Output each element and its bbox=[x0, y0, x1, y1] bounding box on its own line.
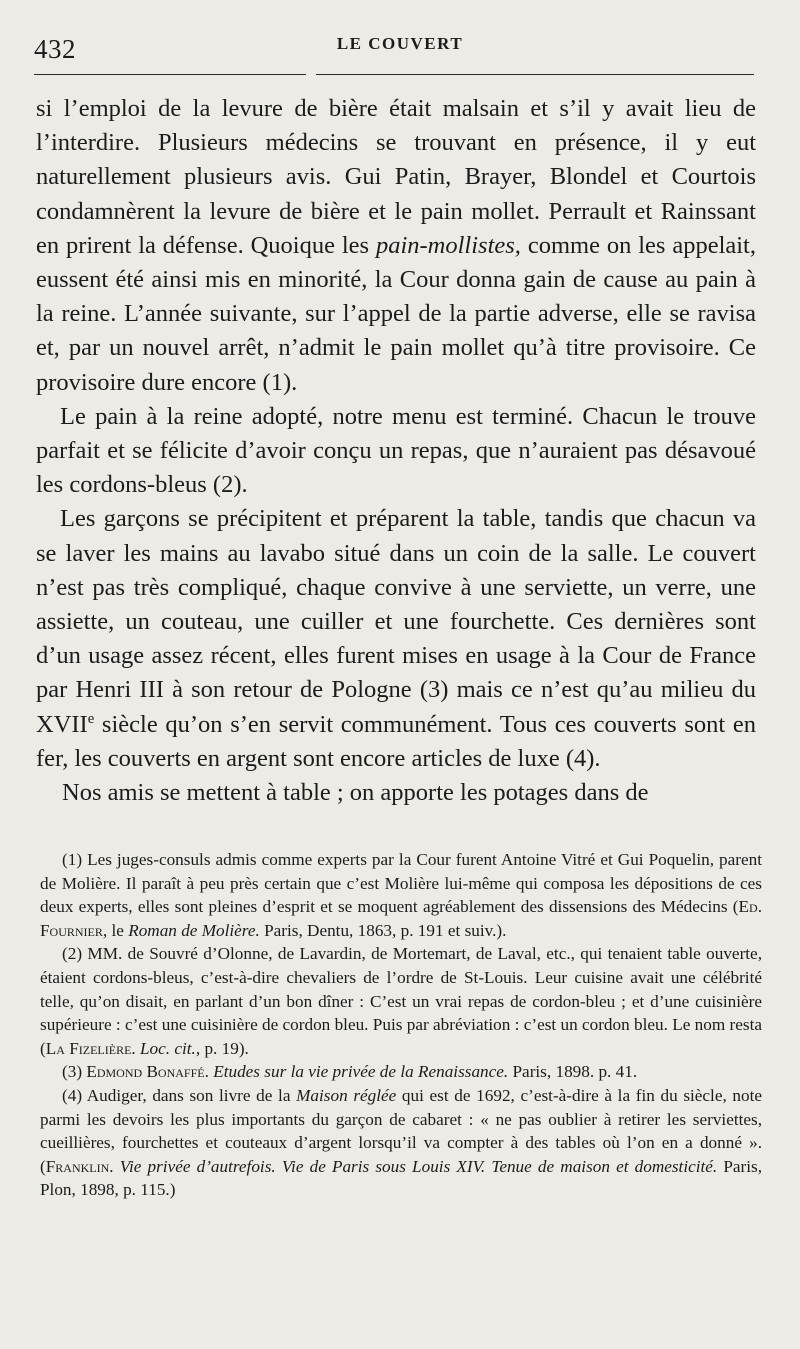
footnote-3-sep: . bbox=[204, 1062, 214, 1082]
footnote-1-ref: Paris, Dentu, 1863, p. 191 et suiv.). bbox=[259, 920, 507, 940]
body-text bbox=[36, 92, 756, 810]
footnote-3-title: Etudes sur la vie privée de la Renaissance. bbox=[213, 1062, 509, 1082]
footnote-2-loc: Loc. cit., bbox=[140, 1038, 201, 1058]
footnote-4 bbox=[40, 1084, 762, 1202]
footnote-1 bbox=[40, 848, 762, 942]
footnote-1-text: (1) Les juges-consuls admis comme experts par la Cour furent Antoine Vitré et Gui Poquelin, parent de Molière. Il paraît à peu près certain que c’est Molière lui-même qui composa les dépositions de ces deux experts, elles sont pleines d’esprit et se moquent agréablement des dissensions des Médecins ( bbox=[40, 850, 762, 917]
footnote-2-text: (2) MM. de Souvré d’Olonne, de Lavardin, de Mortemart, de Laval, etc., qui tenaient table ouverte, étaient cordons-bleus, c’est-à-dire chevaliers de l’ordre de St-Louis. Leur cuisine avait une célébrité telle, qu’on disait, en parlant d’un bon dîner : C’est un vrai repas de cordon-bleu ; et d’une cuisinière supérieure : c’est une cuisinière de cordon bleu. Puis par abréviation : c’est un cordon bleu. Le nom resta ( bbox=[40, 944, 762, 1058]
running-head: LE COUVERT bbox=[336, 34, 464, 53]
header-rule-left bbox=[34, 74, 306, 75]
header-rule-right bbox=[316, 74, 754, 75]
footnote-2-author: La Fizelière bbox=[45, 1038, 132, 1058]
paragraph-1-end: comme on les appelait, eussent été ainsi mis en minorité, la Cour donna gain de cause au pain à la reine. L’année suivante, sur l’appel de la partie adverse, elle se ravisa et, par un nouvel arrêt, n’admit le pain mollet qu’à titre provisoire. Ce provisoire dure encore (1). bbox=[36, 231, 756, 396]
paragraph-3-text: Les garçons se précipitent et préparent la table, tandis que chacun va se laver les mains au lavabo situé dans un coin de la salle. Le couvert n’est pas très compliqué, chaque convive à une serviette, un verre, une assiette, un couteau, une cuiller et une fourchette. Ces dernières sont d’un usage assez récent, elles furent mises en usage à la Cour de France par Henri III à son retour de Pologne (3) mais ce n’est qu’au milieu du XVII bbox=[36, 505, 756, 738]
paragraph-1-text: si l’emploi de la levure de bière était malsain et s’il y avait lieu de l’interdire. Plusieurs médecins se trouvant en présence, il y eut naturellement plusieurs avis. Gui Patin, Brayer, Blondel et Courtois condamnèrent la levure de bière et le pain mollet. Perrault et Rainssant en prirent la défense. Quoique les bbox=[36, 95, 756, 259]
footnote-4-sep: . bbox=[109, 1156, 120, 1176]
footnote-3-num: (3) bbox=[62, 1062, 87, 1082]
footnote-1-sep: , le bbox=[102, 920, 129, 940]
footnote-3-author: Edmond Bonaffé bbox=[86, 1062, 205, 1082]
paragraph-3 bbox=[36, 502, 756, 776]
paragraph-1 bbox=[36, 92, 756, 400]
footnote-4-quote: qui est de 1692, c’est-à-dire à la fin du siècle, note parmi les devoirs les plus importants du garçon de cabaret : « ne pas oublier à retirer les serviettes, cueillières, fourchettes et couteaux d’argent lorsqu’il va compter à des tables où l’on en a donné ». ( bbox=[40, 1085, 762, 1176]
footnote-4-book: Maison réglée bbox=[296, 1085, 397, 1105]
footnote-4-text: (4) Audiger, dans son livre de la bbox=[62, 1085, 297, 1105]
paragraph-4: Nos amis se mettent à table ; on apporte les potages dans de bbox=[62, 779, 649, 807]
footnote-2-sep: . bbox=[131, 1038, 140, 1058]
footnote-1-title: Roman de Molière. bbox=[128, 920, 260, 940]
footnote-2 bbox=[40, 942, 762, 1060]
footnote-3-ref: Paris, 1898. p. 41. bbox=[508, 1062, 638, 1082]
footnote-1-author: Ed. Fournier bbox=[40, 897, 762, 940]
footnote-2-ref: p. 19). bbox=[200, 1038, 249, 1058]
footnote-4-author: Franklin bbox=[45, 1156, 110, 1176]
century-superscript: e bbox=[87, 710, 95, 727]
paragraph-2: Le pain à la reine adopté, notre menu est terminé. Chacun le trouve parfait et se félicite d’avoir conçu un repas, que n’auraient pas désavoué les cordons-bleus (2). bbox=[36, 402, 756, 499]
paragraph-3-end: siècle qu’on s’en servit communément. Tous ces couverts sont en fer, les couverts en argent sont encore articles de luxe (4). bbox=[36, 710, 756, 772]
footnotes bbox=[40, 848, 762, 1202]
pain-mollistes-term: pain-mollistes, bbox=[375, 231, 521, 259]
page-number: 432 bbox=[34, 34, 76, 64]
footnote-4-title: Vie privée d’autrefois. Vie de Paris sous Louis XIV. Tenue de maison et domesticité. bbox=[119, 1156, 718, 1176]
footnote-3 bbox=[40, 1060, 762, 1084]
footnote-4-ref: Paris, Plon, 1898, p. 115.) bbox=[40, 1156, 763, 1200]
